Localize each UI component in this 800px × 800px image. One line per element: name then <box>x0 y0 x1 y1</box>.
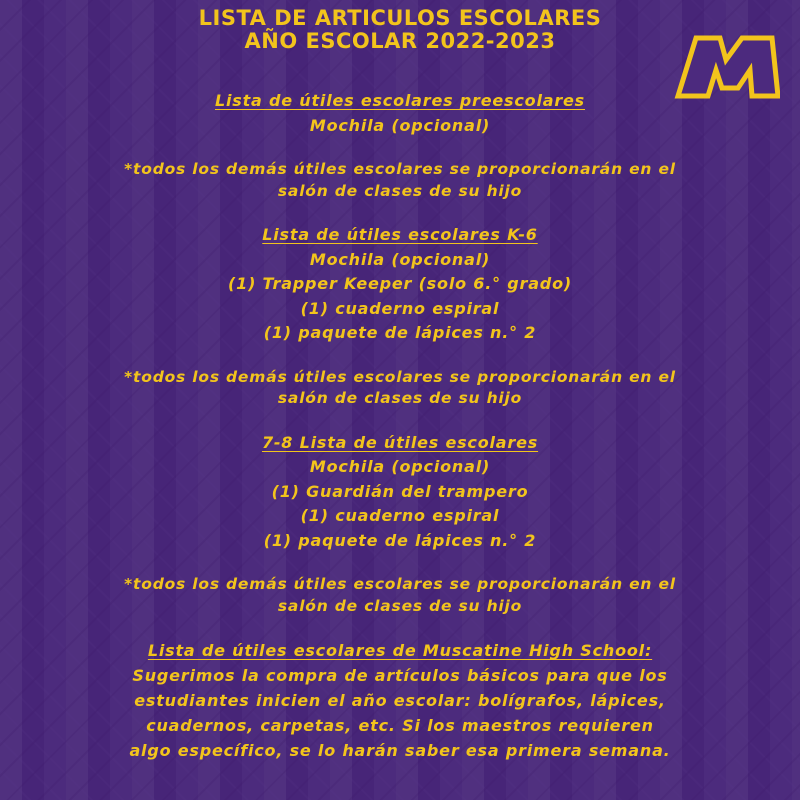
k6-note-line-2: salón de clases de su hijo <box>277 389 523 407</box>
preschool-note-line-1: *todos los demás útiles escolares se proporcionarán en el <box>124 160 676 178</box>
title-line-2: AÑO ESCOLAR 2022-2023 <box>244 29 556 53</box>
supply-lists <box>0 89 800 763</box>
title-line-1: LISTA DE ARTICULOS ESCOLARES <box>198 6 602 30</box>
grades78-item: (1) cuaderno espiral <box>300 506 500 525</box>
k6-item: Mochila (opcional) <box>309 249 491 269</box>
highschool-text-line: Sugerimos la compra de artículos básicos para que los <box>132 666 668 685</box>
highschool-text-line: estudiantes inicien el año escolar: bolígrafos, lápices, <box>134 691 666 710</box>
grades78-item: Mochila (opcional) <box>309 457 491 476</box>
highschool-heading: Lista de útiles escolares de Muscatine High School: <box>147 641 653 660</box>
k6-heading: Lista de útiles escolares K-6 <box>262 225 538 244</box>
k6-note-line-1: *todos los demás útiles escolares se proporcionarán en el <box>124 367 676 386</box>
k6-item: (1) cuaderno espiral <box>300 298 500 318</box>
grades78-item: (1) paquete de lápices n.° 2 <box>263 530 537 550</box>
grades78-item: (1) Guardián del trampero <box>271 481 529 501</box>
preschool-heading: Lista de útiles escolares preescolares <box>214 91 585 110</box>
k6-item: (1) paquete de lápices n.° 2 <box>263 323 537 342</box>
k6-item: (1) Trapper Keeper (solo 6.° grado) <box>228 274 572 293</box>
grades78-note-line-1: *todos los demás útiles escolares se proporcionarán en el <box>124 575 676 593</box>
preschool-item: Mochila (opcional) <box>309 115 491 135</box>
highschool-text-line: cuadernos, carpetas, etc. Si los maestros requieren <box>146 716 654 735</box>
grades78-note-line-2: salón de clases de su hijo <box>277 596 523 615</box>
preschool-note-line-2: salón de clases de su hijo <box>277 181 523 200</box>
highschool-text-line: algo específico, se lo harán saber esa primera semana. <box>129 741 671 760</box>
grades78-heading: 7-8 Lista de útiles escolares <box>261 432 539 452</box>
